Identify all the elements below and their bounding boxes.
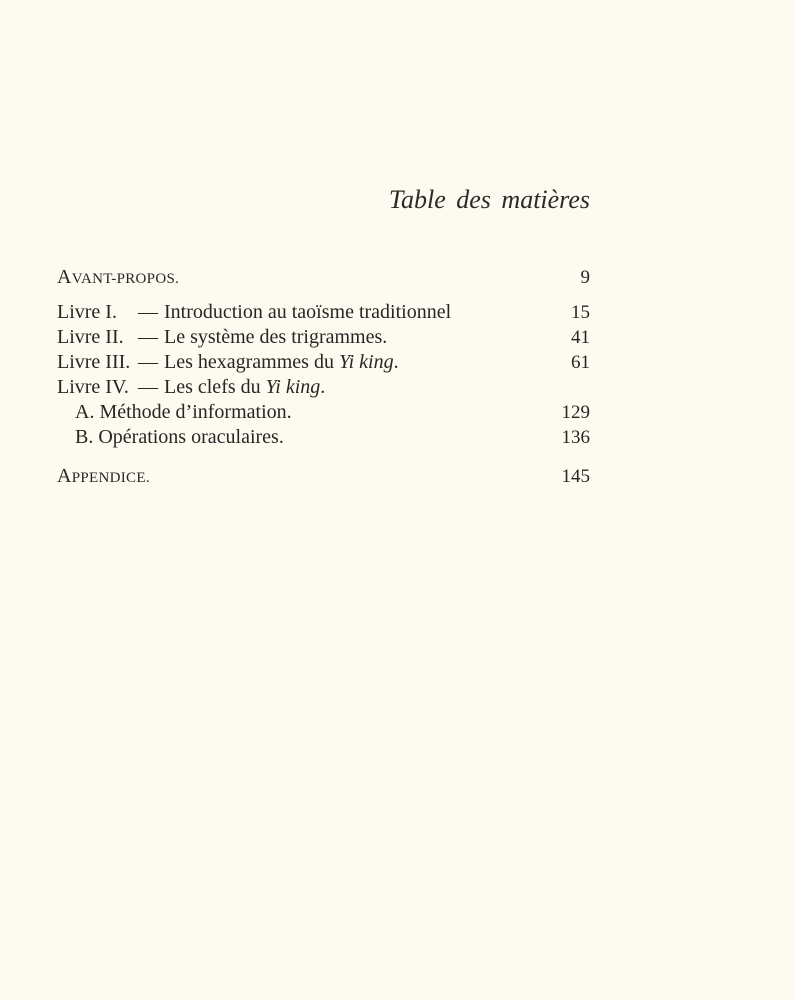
entry-text	[57, 375, 325, 400]
title-italic: Yi king	[265, 376, 321, 398]
toc-entry-livre-4	[57, 375, 590, 400]
entry-text	[57, 300, 451, 325]
book-title	[164, 351, 399, 373]
toc-entry-livre-3	[57, 350, 590, 375]
table-of-contents	[57, 265, 590, 489]
title-punctuation: .	[320, 376, 326, 398]
page-number: 9	[580, 267, 590, 288]
toc-heading: Table des matières	[388, 185, 590, 214]
books-list	[57, 300, 590, 450]
page-number: 15	[571, 302, 590, 323]
book-label: Livre III.	[57, 351, 131, 373]
em-dash: —	[138, 326, 158, 348]
toc-entry-avant-propos	[57, 265, 590, 290]
em-dash: —	[138, 351, 158, 373]
toc-entry-livre-2	[57, 325, 590, 350]
book-label: Livre II.	[57, 326, 124, 348]
page-number: 61	[571, 352, 590, 373]
page-number: 129	[561, 402, 590, 423]
page-number: 145	[561, 466, 590, 487]
title-text: Les clefs du	[164, 376, 266, 398]
title-italic: Yi king	[338, 351, 394, 373]
book-title: Introduction au taoïsme traditionnel	[164, 301, 452, 323]
title-punctuation: .	[393, 351, 399, 373]
book-title: Le système des trigrammes.	[164, 326, 388, 348]
toc-entry-appendice	[57, 464, 590, 489]
entry-title: AVANT-PROPOS.	[57, 266, 180, 288]
toc-subentry-b	[57, 425, 590, 450]
title-text: Les hexagrammes du	[164, 351, 339, 373]
em-dash: —	[138, 376, 158, 398]
em-dash: —	[138, 301, 158, 323]
toc-entry-livre-1	[57, 300, 590, 325]
section-title: B. Opérations oraculaires.	[75, 426, 284, 448]
entry-title: APPENDICE.	[57, 465, 150, 487]
book-label: Livre IV.	[57, 376, 129, 398]
toc-subentry-a	[57, 400, 590, 425]
section-title: A. Méthode d’information.	[75, 401, 292, 423]
book-title	[164, 376, 325, 398]
page-number: 41	[571, 327, 590, 348]
page-number: 136	[561, 427, 590, 448]
entry-text	[57, 350, 399, 375]
entry-text	[57, 325, 387, 350]
book-label: Livre I.	[57, 301, 117, 323]
